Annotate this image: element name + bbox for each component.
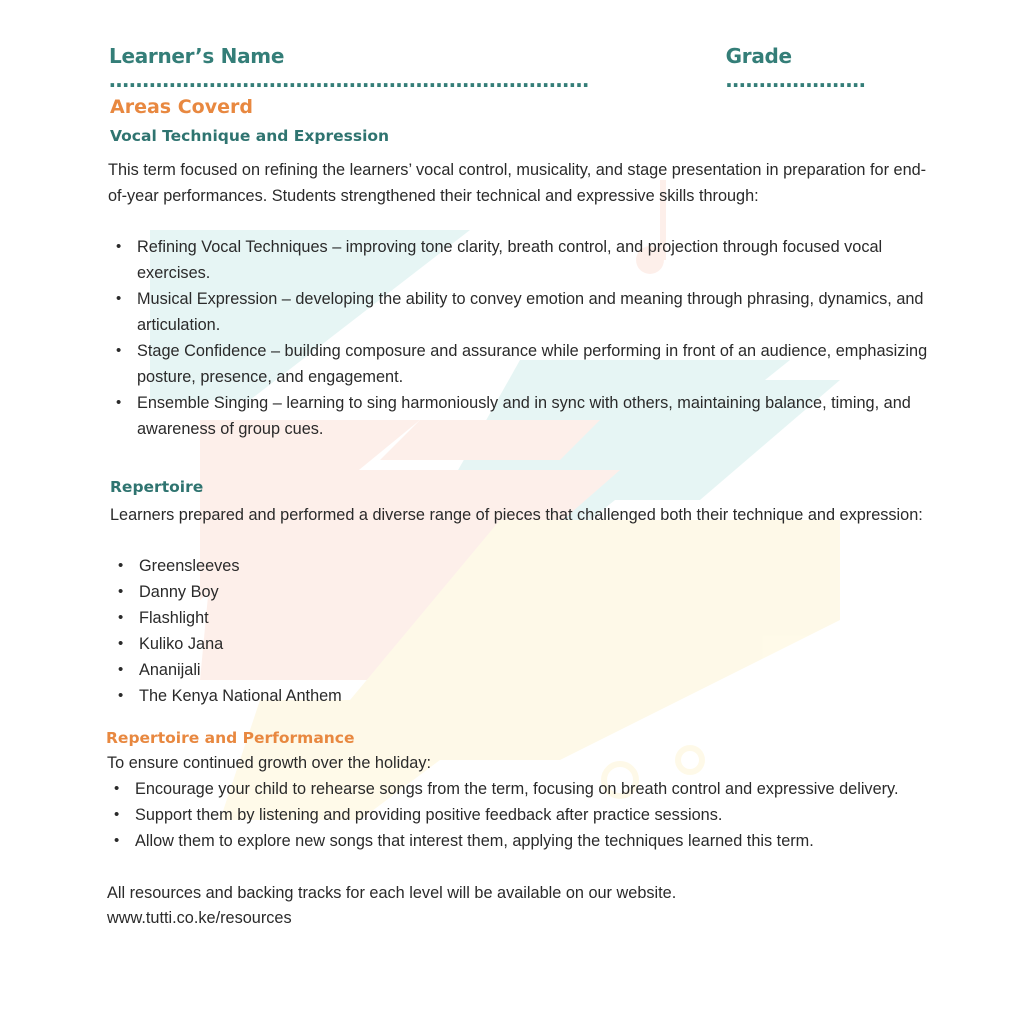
learner-name-field[interactable] [109, 44, 726, 92]
vocal-skills-list [108, 234, 930, 442]
resources-website-link[interactable]: www.tutti.co.ke/resources [107, 909, 292, 927]
grade-label: Grade [725, 44, 792, 68]
list-item: • Encourage your child to rehearse songs from the term, focusing on breath control and expressive delivery. [106, 776, 926, 802]
repertoire-performance-heading: Repertoire and Performance [106, 729, 355, 747]
resources-note: All resources and backing tracks for each level will be available on our website. [107, 884, 677, 902]
holiday-intro-paragraph: To ensure continued growth over the holiday: [107, 754, 432, 772]
learner-name-blank: ……………………………………………………………… [109, 68, 589, 92]
song-item: • Ananijali [110, 657, 710, 683]
song-item: • The Kenya National Anthem [110, 683, 710, 709]
song-item: • Greensleeves [110, 553, 710, 579]
list-item: • Refining Vocal Techniques – improving tone clarity, breath control, and projection through focused vocal exercises. [108, 234, 930, 286]
list-item: • Stage Confidence – building composure and assurance while performing in front of an audience, emphasizing posture, presence, and engagement. [108, 338, 930, 390]
song-item: • Flashlight [110, 605, 710, 631]
song-item: • Kuliko Jana [110, 631, 710, 657]
song-item: • Danny Boy [110, 579, 710, 605]
learner-header [109, 44, 924, 92]
list-item: • Allow them to explore new songs that interest them, applying the techniques learned this term. [106, 828, 926, 854]
vocal-technique-heading: Vocal Technique and Expression [110, 127, 390, 145]
areas-covered-heading: Areas Coverd [110, 96, 253, 118]
repertoire-intro-paragraph: Learners prepared and performed a diverse range of pieces that challenged both their technique and expression: [110, 506, 923, 524]
list-item: • Support them by listening and providing positive feedback after practice sessions. [106, 802, 926, 828]
repertoire-songs-list [110, 553, 710, 709]
grade-blank: ………………… [725, 68, 866, 92]
grade-field[interactable] [726, 44, 924, 92]
vocal-intro-paragraph: This term focused on refining the learners’ vocal control, musicality, and stage presentation in preparation for end-of-year performances. Students strengthened their technical and expressive skills through: [108, 161, 927, 205]
list-item: • Musical Expression – developing the ability to convey emotion and meaning through phrasing, dynamics, and articulation. [108, 286, 930, 338]
list-item: • Ensemble Singing – learning to sing harmoniously and in sync with others, maintaining balance, timing, and awareness of group cues. [108, 390, 930, 442]
repertoire-heading: Repertoire [110, 478, 204, 496]
holiday-tips-list [106, 776, 926, 854]
learner-name-label: Learner’s Name [109, 44, 285, 68]
